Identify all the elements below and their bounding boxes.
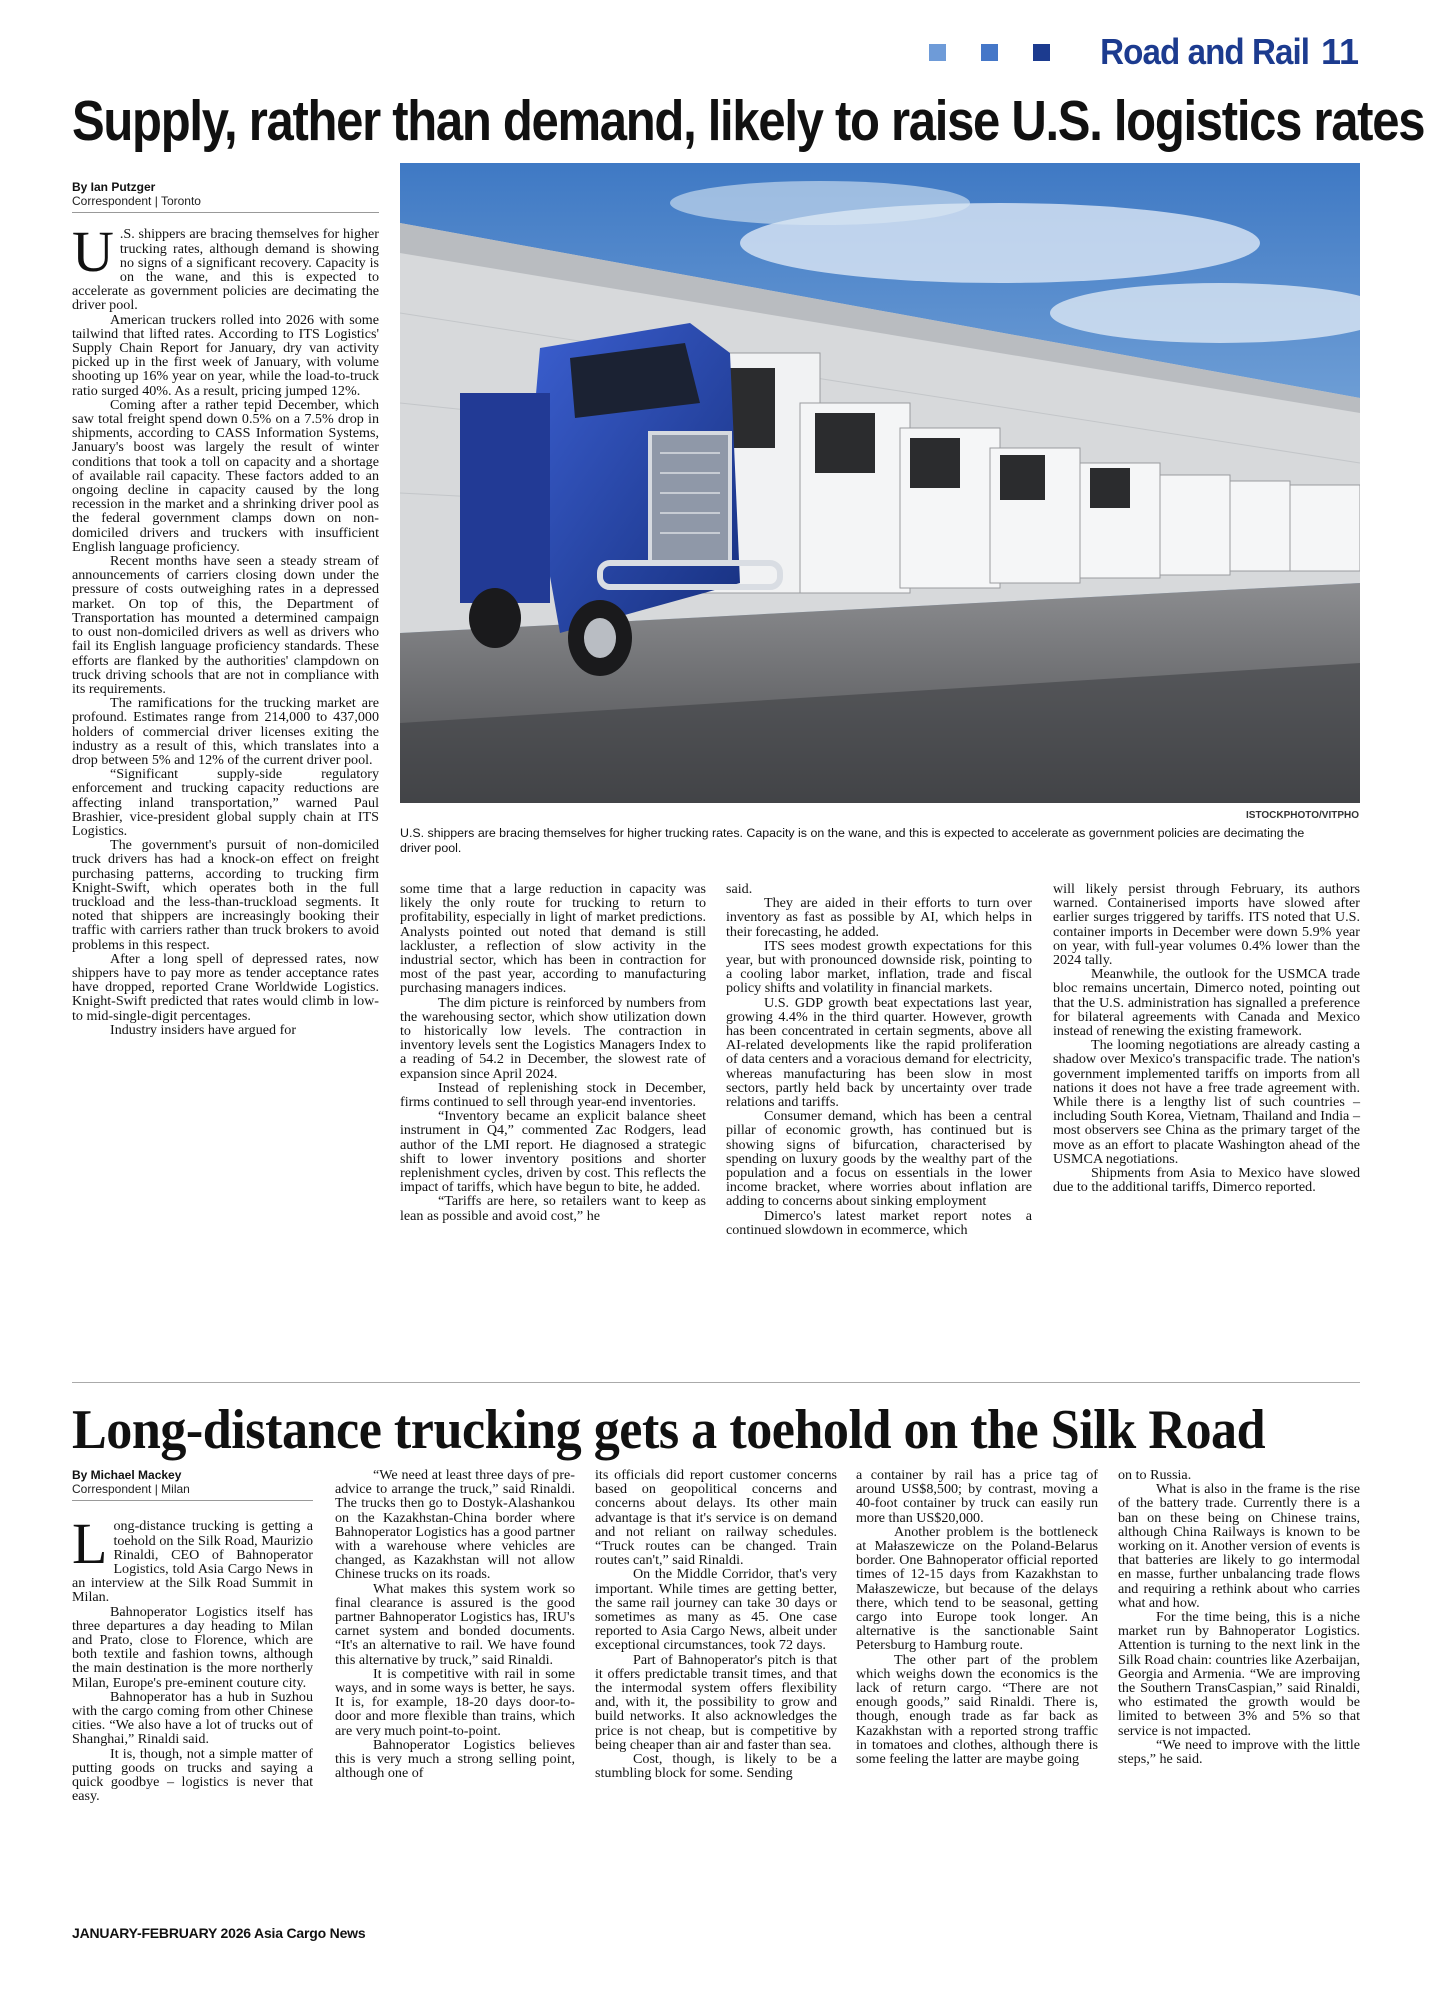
section-header [929, 30, 1359, 74]
paragraph: The ramifications for the trucking market are profound. Estimates range from 214,000 to 437,000 holders of commercial driver licenses exiting the industry as a result of this, which translates into a drop between 5% and 12% of the current driver pool. [72, 695, 379, 768]
paragraph: “We need at least three days of pre-advice to arrange the truck,” said Rinaldi. The trucks then go to Dostyk-Alashankou on the Kazakhstan-China border where Bahnoperator Logistics has a good partner with a warehouse where vehicles are changed, as Kazakhstan will not allow Chinese trucks on its roads. [335, 1467, 575, 1583]
byline-role: Correspondent | Milan [72, 1482, 190, 1497]
paragraph: It is, though, not a simple matter of putting goods on trucks and saying a quick goodbye – logistics is never that easy. [72, 1745, 313, 1805]
paragraph: U.S. GDP growth beat expectations last year, growing 4.4% in the third quarter. However, growth has been concentrated in certain segments, above all AI-related developments like the rapid proliferation of data centers and a voracious demand for electricity, whereas manufacturing has been slow in most sectors, partly held back by uncertainty over trade relations and tariffs. [726, 994, 1032, 1111]
section-title: Road and Rail [1100, 31, 1309, 72]
square-icon [1033, 44, 1050, 61]
paragraph: The looming negotiations are already casting a shadow over Mexico's transpacific trade. The nation's government implemented tariffs on imports from all nations it does not have a free trade agreement with. While there is a lengthy list of such countries – including South Korea, Vietnam, Thailand and India – most observers see China as the primary target of the move as an effort to placate Washington ahead of the USMCA negotiations. [1053, 1037, 1360, 1167]
paragraph: Bahnoperator Logistics believes this is very much a strong selling point, although one of [335, 1736, 575, 1782]
paragraph: The other part of the problem which weighs down the economics is the lack of return cargo. “There are not enough goods,” said Rinaldi. There is, though, enough trade as far back as Kazakhstan with a reported strong traffic in tomatoes and clothes, although there is some feeling the latter are maybe going [856, 1651, 1098, 1768]
paragraph: Recent months have seen a steady stream of announcements of carriers closing down under the pressure of costs outweighing rates in a depressed market. On top of this, the Department of Transportation has mounted a determined campaign to oust non-domiciled drivers as well as drivers who fail its English language proficiency standards. These efforts are flanked by the authorities' clampdown on truck driving schools that are not in compliance with its requirements. [72, 553, 379, 697]
paragraph: on to Russia. [1118, 1467, 1192, 1483]
byline-role: Correspondent | Toronto [72, 194, 201, 209]
truck-photo [400, 163, 1360, 803]
paragraph: Coming after a rather tepid December, which saw total freight spend down 0.5% on a 7.5% drop in shipments, according to CASS Information Systems, January's boost was largely the result of winter conditions that took a toll on capacity and a shortage of available rail capacity. These factors added to an ongoing decline in capacity caused by the long recession in the market and a shrinking driver pool as the federal government clamps down on non-domiciled drivers and truckers with insufficient English language proficiency. [72, 396, 379, 555]
square-icon [981, 44, 998, 61]
paragraph: Bahnoperator has a hub in Suzhou with the cargo coming from other Chinese cities. “We also have a lot of trucks out of Shanghai,” Rinaldi said. [72, 1688, 313, 1748]
paragraph-text: .S. shippers are bracing themselves for higher trucking rates, although demand is showing no signs of a significant recovery. Capacity is on the wane, and this is expected to accelerate as government policies are decimating the driver pool. [72, 226, 379, 314]
photo-credit: ISTOCKPHOTO/VITPHO [1246, 810, 1359, 821]
paragraph: The government's pursuit of non-domiciled truck drivers has had a knock-on effect on freight purchasing patterns, according to trucking firm Knight-Swift, which operates both in the full truckload and the less-than-truckload segments. It noted that shippers are increasingly booking their traffic with carriers rather than truck brokers to avoid problems in this respect. [72, 837, 379, 953]
paragraph: its officials did report customer concerns based on geopolitical concerns and concerns about delays. Its other main advantage is that it's service is on demand and not reliant on railway schedules. “Truck routes can be changed. Train routes can't,” said Rinaldi. [595, 1467, 837, 1569]
paragraph: Meanwhile, the outlook for the USMCA trade bloc remains uncertain, Dimerco noted, pointing out that the U.S. administration has signalled a preference for bilateral agreements with Canada and Mexico instead of renewing the existing framework. [1053, 966, 1360, 1040]
paragraph: Instead of replenishing stock in December, firms continued to sell through year-end inventories. [400, 1079, 706, 1111]
paragraph: The dim picture is reinforced by numbers from the warehousing sector, which show utilization down to historically low levels. The contraction in inventory levels sent the Logistics Managers Index to a reading of 54.2 in December, the slowest rate of expansion since April 2024. [400, 994, 706, 1082]
story1-column-4 [1053, 882, 1360, 1194]
paragraph: Part of Bahnoperator's pitch is that it offers predictable transit times, and that the intermodal system offers flexibility and, with it, the possibility to grow and build networks. It also acknowledges the price is not cheap, but is competitive by being cheaper than air and faster than sea. [595, 1651, 837, 1753]
byline-name: By Michael Mackey [72, 1468, 182, 1482]
paragraph: “Tariffs are here, so retailers want to keep as lean as possible and avoid cost,” he [400, 1193, 706, 1224]
paragraph: After a long spell of depressed rates, now shippers have to pay more as tender acceptance rates have dropped, reported Crane Worldwide Logistics. Knight-Swift predicted that rates would climb in low- to mid-single-digit percentages. [72, 950, 379, 1024]
paragraph-text: ong-distance trucking is getting a toehold on the Silk Road, Maurizio Rinaldi, CEO of Bahnoperator Logistics, told Asia Cargo News in an interview at the Silk Road Summit in Milan. [72, 1518, 313, 1606]
paragraph: “Significant supply-side regulatory enforcement and trucking capacity reductions are affecting inland transportation,” warned Paul Brashier, vice-president global supply chain at ITS Logistics. [72, 766, 379, 839]
paragraph: ITS sees modest growth expectations for this year, but with pronounced downside risk, pointing to a cooling labor market, inflation, trade and fiscal policy shifts and volatility in financial markets. [726, 937, 1032, 997]
story1-column-1 [72, 180, 379, 1037]
story2-column-3 [595, 1468, 837, 1780]
story1-headline: Supply, rather than demand, likely to raise U.S. logistics rates [72, 89, 1425, 153]
story2-column-5 [1118, 1468, 1360, 1766]
paragraph: They are aided in their efforts to turn over inventory as fast as possible by AI, which helps in their forecasting, he added. [726, 895, 1032, 940]
paragraph [72, 1511, 313, 1606]
page-number: 11 [1320, 31, 1359, 72]
paragraph: Industry insiders have argued for [110, 1021, 297, 1038]
story2-column-2 [335, 1468, 575, 1780]
paragraph: said. [726, 881, 753, 897]
paragraph: On the Middle Corridor, that's very important. While times are getting better, the same rail journey can take 30 days or sometimes as many as 45. One case reported to Asia Cargo News, albeit under exceptional circumstances, took 72 days. [595, 1566, 837, 1654]
drop-cap: U [72, 219, 114, 285]
drop-cap: L [72, 1511, 108, 1577]
paragraph: will likely persist through February, its authors warned. Containerised imports have slowed after earlier surges triggered by tariffs. ITS noted that U.S. container imports in December were down 5.9% year on year, with full-year volumes 0.4% lower than the 2024 tally. [1053, 881, 1360, 969]
byline-name: By Ian Putzger [72, 180, 156, 194]
paragraph: For the time being, this is a niche market run by Bahnoperator Logistics. Attention is turning to the next link in the Silk Road chain: countries like Azerbaijan, Georgia and Armenia. “We are improving the Southern TransCaspian,” said Rinaldi, who estimated the growth would be limited to between 3% and 5% so that service is not impacted. [1118, 1609, 1360, 1739]
paragraph: It is competitive with rail in some ways, and in some ways is better, he says. It is, for example, 18-20 days door-to-door and more flexible than trains, which are very much point-to-point. [335, 1665, 575, 1739]
paragraph: Bahnoperator Logistics itself has three departures a day heading to Milan and Prato, close to Florence, which are both textile and fashion towns, although the main destination is the more northerly Milan, Europe's pre-eminent couture city. [72, 1603, 313, 1691]
paragraph: some time that a large reduction in capacity was likely the only route for trucking to return to profitability, especially in light of market predictions. Analysts pointed out noted that demand is still lackluster, a reflection of slow activity in the industrial sector, which has been in contraction for most of the past year, according to manufacturing purchasing managers indices. [400, 881, 706, 997]
paragraph: Cost, though, is likely to be a stumbling block for some. Sending [595, 1751, 837, 1782]
story1-byline [72, 180, 379, 213]
paragraph: “Inventory became an explicit balance sheet instrument in Q4,” commented Zac Rodgers, lead author of the LMI report. He diagnosed a strategic shift to lower inventory positions and shorter replenishment cycles, driven by cost. This reflects the impact of tariffs, which have begun to bite, he added. [400, 1108, 706, 1196]
truck-photo-illustration [400, 163, 1360, 803]
paragraph: Another problem is the bottleneck at Małaszewicze on the Poland-Belarus border. One Bahnoperator official reported times of 12-15 days from Kazakhstan to Małaszewicze, but because of the delays there, which tend to be seasonal, getting cargo into Europe took longer. An alternative is the sanctionable Saint Petersburg to Hamburg route. [856, 1523, 1098, 1654]
page-footer: JANUARY-FEBRUARY 2026 Asia Cargo News [72, 1925, 366, 1941]
byline-rule [72, 1500, 313, 1501]
story2-headline: Long-distance trucking gets a toehold on the Silk Road [72, 1399, 1266, 1461]
paragraph: Dimerco's latest market report notes a continued slowdown in ecommerce, which [726, 1207, 1032, 1238]
paragraph: a container by rail has a price tag of around US$8,500; by contrast, moving a 40-foot container by truck can easily run more than US$20,000. [856, 1467, 1098, 1526]
paragraph [72, 219, 379, 314]
paragraph: Consumer demand, which has been a central pillar of economic growth, has continued but is showing signs of bifurcation, characterised by spending on luxury goods by the wealthy part of the population and a focus on essentials in the lower income bracket, where worries about inflation are adding to concerns about sinking employment [726, 1108, 1032, 1210]
story2-column-4 [856, 1468, 1098, 1766]
story2-byline [72, 1468, 313, 1501]
story-divider [72, 1382, 1360, 1383]
photo-caption: U.S. shippers are bracing themselves for higher trucking rates. Capacity is on the wane, and this is expected to accelerate as government policies are decimating the driver pool. [400, 826, 1305, 855]
byline-rule [72, 212, 379, 213]
story1-column-2 [400, 882, 706, 1223]
paragraph: Shipments from Asia to Mexico have slowed due to the additional tariffs, Dimerco reported. [1053, 1165, 1360, 1196]
story2-column-1 [72, 1468, 313, 1803]
paragraph: What is also in the frame is the rise of the battery trade. Currently there is a ban on these being on Chinese trains, although China Railways is known to be working on it. Another version of events is that batteries are likely to go intermodal en masse, further unbalancing trade flows and requiring a rethink about who carries what and how. [1118, 1481, 1360, 1611]
story1-column-3 [726, 882, 1032, 1237]
paragraph: “We need to improve with the little steps,” he said. [1118, 1736, 1360, 1768]
paragraph: American truckers rolled into 2026 with some tailwind that lifted rates. According to ITS Logistics' Supply Chain Report for January, dry van activity picked up in the first week of January, with volume shooting up 16% year on year, while the load-to-truck ratio surged 40%. As a result, pricing jumped 12%. [72, 311, 379, 399]
square-icon [929, 44, 946, 61]
paragraph: What makes this system work so final clearance is assured is the good partner Bahnoperator Logistics has, IRU's carnet system and bonded documents. “It's an alternative to rail. We have found this alternative by truck,” said Rinaldi. [335, 1580, 575, 1668]
